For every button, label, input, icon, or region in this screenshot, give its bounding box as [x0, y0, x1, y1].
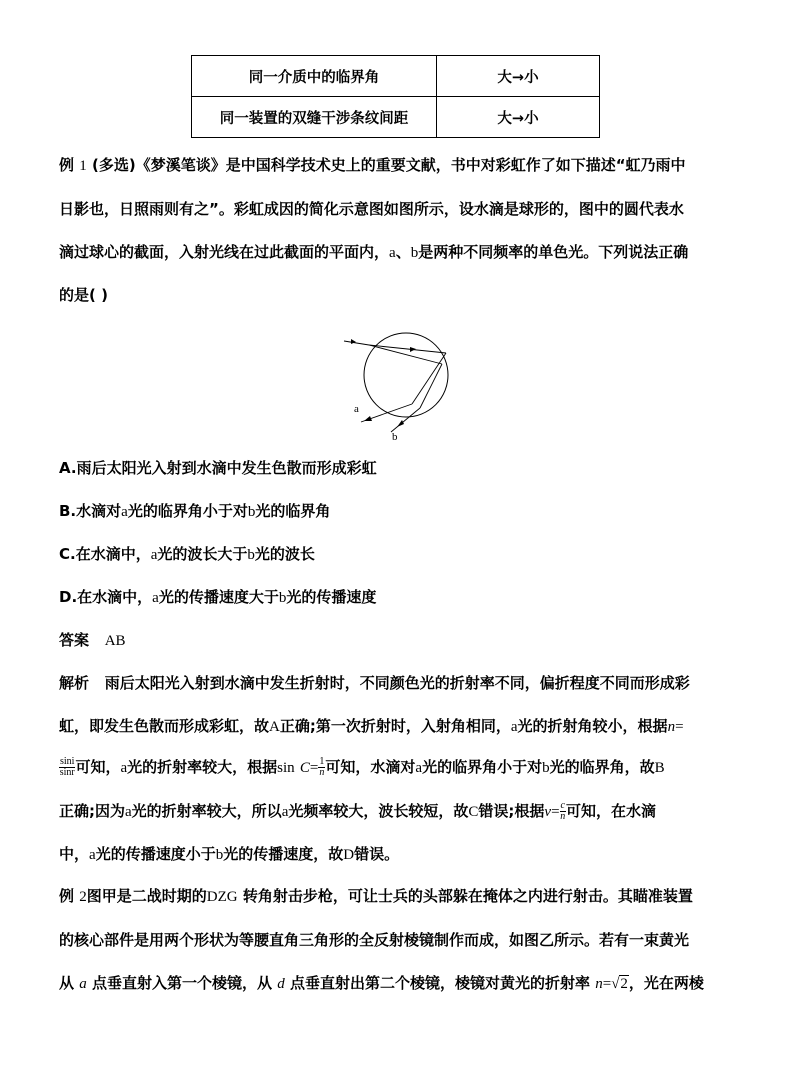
analysis-line3: $\frac{\sin i}{\sin r}$ 可知，a光的折射率较大，根据sin C= $\frac{1}{n}$ 可知，水滴对a光的临界角小于对b光的临界角，故B	[59, 756, 665, 778]
analysis-line1: 解析 雨后太阳光入射到水滴中发生折射时，不同颜色光的折射率不同，偏折程度不同而形成彩	[59, 674, 690, 692]
example1-prefix: 例	[59, 156, 75, 174]
option-d: D.在水滴中，a光的传播速度大于b光的传播速度	[59, 588, 377, 606]
incident-ray	[344, 341, 369, 345]
label-b: b	[392, 431, 398, 443]
answer-label: 答案	[59, 631, 90, 649]
fraction-sini-sinr: $\frac{\sin i}{\sin r}$	[59, 756, 75, 778]
analysis-line5: 中，a光的传播速度小于b光的传播速度，故D错误。	[59, 845, 400, 863]
option-a: A.雨后太阳光入射到水滴中发生色散而形成彩虹	[59, 459, 377, 477]
raindrop-diagram	[330, 320, 460, 445]
table-cell-label: 同一介质中的临界角	[192, 56, 437, 97]
table-cell-label: 同一装置的双缝干涉条纹间距	[192, 97, 437, 138]
option-c: C.在水滴中，a光的波长大于b光的波长	[59, 545, 315, 563]
label-a: a	[354, 403, 359, 415]
answer-value: AB	[104, 633, 126, 649]
answer-line	[59, 630, 749, 651]
analysis-line2: 虹，即发生色散而形成彩虹，故A正确;第一次折射时，入射角相同，a光的折射角较小，根据n=	[59, 717, 684, 735]
table-row	[192, 56, 600, 97]
example2-line1: 例 2图甲是二战时期的DZG 转角射击步枪，可让士兵的头部躲在掩体之内进行射击。其瞄准装置	[59, 887, 693, 905]
comparison-table	[191, 55, 600, 138]
fraction-c-n: $\frac{c}{n}$	[560, 800, 566, 822]
table-row	[192, 97, 600, 138]
fraction-1-n: $\frac{1}{n}$	[319, 756, 325, 778]
example1-text: (多选)《梦溪笔谈》是中国科学技术史上的重要文献，书中对彩虹作了如下描述“虹乃雨中	[91, 156, 686, 174]
example2-line2: 的核心部件是用两个形状为等腰直角三角形的全反射棱镜制作而成，如图乙所示。若有一束黄光	[59, 931, 690, 949]
example1-line4: 的是( )	[59, 286, 108, 304]
example1-number: 1	[79, 158, 87, 174]
option-b: B.水滴对a光的临界角小于对b光的临界角	[59, 502, 331, 520]
sqrt-symbol: √	[611, 976, 620, 992]
example1-line3: 滴过球心的截面，入射光线在过此截面的平面内，a、b是两种不同频率的单色光。下列说法正确	[59, 243, 689, 261]
table-cell-value: 大→小	[437, 97, 600, 138]
example2-prefix: 例	[59, 887, 75, 905]
table-cell-value: 大→小	[437, 56, 600, 97]
example2-line3: 从 a 点垂直射入第一个棱镜，从 d 点垂直射出第二个棱镜，棱镜对黄光的折射率 n=√2，光在两棱	[59, 974, 704, 992]
analysis-line4: 正确;因为a光的折射率较大，所以a光频率较大，波长较短，故C错误;根据v= $\frac{c}{n}$ 可知，在水滴	[59, 800, 656, 822]
example1-line1	[59, 155, 749, 176]
analysis-label: 解析	[59, 674, 90, 692]
example1-line2: 日影也，日照雨则有之”。彩虹成因的简化示意图如图所示，设水滴是球形的，图中的圆代表水	[59, 200, 684, 218]
ray-b	[391, 408, 420, 432]
example2-number: 2	[79, 889, 87, 905]
